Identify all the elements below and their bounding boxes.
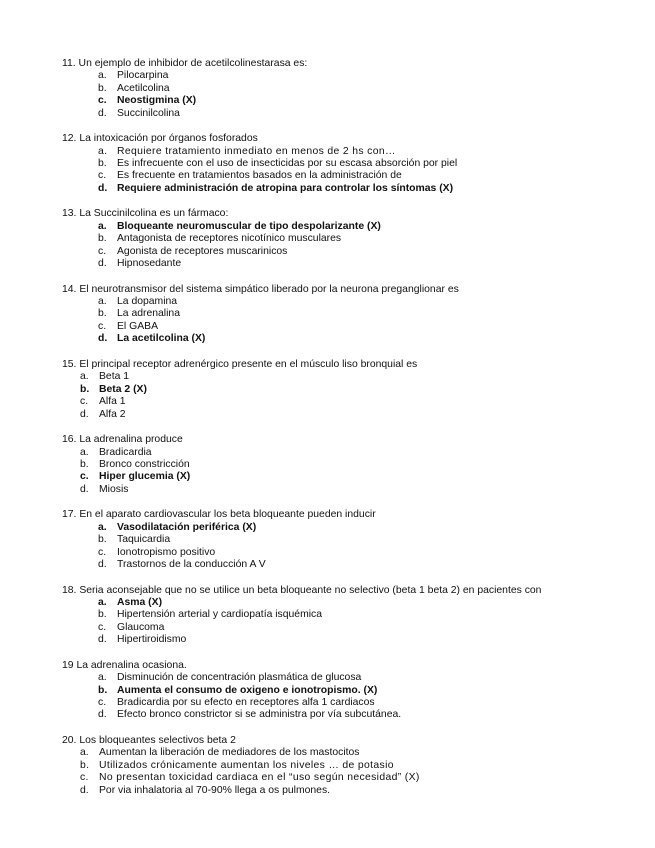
option-letter: c. — [98, 170, 107, 182]
option-letter: d. — [98, 558, 107, 570]
option-letter: b. — [98, 233, 107, 245]
option-letter: c. — [80, 396, 89, 408]
question-11 — [0, 58, 655, 120]
option-letter: b. — [80, 458, 89, 470]
option-letter: a. — [80, 747, 89, 759]
option-text: Bradicardia — [99, 446, 152, 458]
answer-option — [0, 785, 655, 797]
answer-option-correct — [0, 221, 655, 233]
question-stem: 13. La Succinilcolina es un fármaco: — [62, 208, 229, 220]
option-letter: d. — [98, 709, 107, 721]
option-text: Hipertiroidismo — [117, 634, 187, 646]
answer-option — [0, 559, 655, 571]
answer-option — [0, 547, 655, 559]
option-text: Vasodilatación periférica (X) — [117, 521, 257, 533]
option-text: La dopamina — [117, 296, 178, 308]
option-text: Asma (X) — [117, 596, 163, 608]
option-text: Alfa 2 — [99, 408, 126, 420]
option-letter: c. — [80, 772, 89, 784]
option-text: Requiere tratamiento inmediato en menos de 2 hs con… — [117, 145, 396, 157]
answer-option — [0, 634, 655, 646]
answer-option — [0, 622, 655, 634]
option-letter: d. — [80, 483, 89, 495]
option-text: Beta 2 (X) — [99, 383, 147, 395]
option-letter: d. — [98, 634, 107, 646]
answer-option — [0, 760, 655, 772]
option-letter: d. — [98, 258, 107, 270]
exam-page — [0, 58, 655, 810]
option-text: Disminución de concentración plasmática de glucosa — [117, 672, 362, 684]
option-letter: c. — [98, 320, 107, 332]
option-text: Antagonista de receptores nicotínico musculares — [117, 233, 342, 245]
option-letter: a. — [80, 371, 89, 383]
option-text: Agonista de receptores muscarinicos — [117, 245, 288, 257]
question-16 — [0, 434, 655, 496]
option-text: Succinilcolina — [117, 107, 180, 119]
option-text: Neostigmina (X) — [117, 95, 197, 107]
option-text: Es frecuente en tratamientos basados en la administración de — [117, 170, 402, 182]
option-letter: a. — [98, 70, 107, 82]
answer-option — [0, 459, 655, 471]
answer-option — [0, 146, 655, 158]
answer-option-correct — [0, 384, 655, 396]
option-text: La acetilcolina (X) — [117, 333, 206, 345]
answer-option — [0, 396, 655, 408]
option-text: Glaucoma — [117, 621, 165, 633]
option-text: El GABA — [117, 320, 158, 332]
question-stem: 14. El neurotransmisor del sistema simpático liberado por la neurona preganglionar es — [62, 283, 459, 295]
answer-option-correct — [0, 183, 655, 195]
answer-option — [0, 108, 655, 120]
option-letter: b. — [98, 82, 107, 94]
answer-option — [0, 321, 655, 333]
option-letter: d. — [80, 784, 89, 796]
question-12 — [0, 133, 655, 195]
answer-option — [0, 158, 655, 170]
answer-option-correct — [0, 685, 655, 697]
option-text: Bronco constricción — [99, 458, 190, 470]
option-letter: c. — [98, 621, 107, 633]
option-text: Bloqueante neuromuscular de tipo despolarizante (X) — [117, 220, 381, 232]
question-13 — [0, 208, 655, 270]
option-letter: c. — [98, 245, 107, 257]
answer-option — [0, 447, 655, 459]
question-stem: 17. En el aparato cardiovascular los beta bloqueante pueden inducir — [62, 509, 376, 521]
answer-option — [0, 233, 655, 245]
answer-option — [0, 409, 655, 421]
option-letter: a. — [98, 296, 107, 308]
option-letter: b. — [98, 684, 108, 696]
option-letter: c. — [98, 696, 107, 708]
answer-option-correct — [0, 95, 655, 107]
question-14 — [0, 284, 655, 346]
option-letter: a. — [98, 596, 107, 608]
option-text: Pilocarpina — [117, 70, 169, 82]
question-18 — [0, 585, 655, 647]
answer-option — [0, 747, 655, 759]
question-stem: 15. El principal receptor adrenérgico presente en el músculo liso bronquial es — [62, 358, 418, 370]
option-text: La adrenalina — [117, 308, 180, 320]
option-text: Aumenta el consumo de oxigeno e ionotropismo. (X) — [117, 684, 378, 696]
option-text: Hipnosedante — [117, 258, 182, 270]
option-text: Beta 1 — [99, 371, 130, 383]
option-text: No presentan toxicidad cardiaca en el “uso según necesidad” (X) — [99, 772, 420, 784]
answer-option — [0, 296, 655, 308]
option-text: Hipertensión arterial y cardiopatía isquémica — [117, 609, 323, 621]
option-text: Es infrecuente con el uso de insecticidas por su escasa absorción por piel — [117, 158, 458, 170]
option-text: Taquicardia — [117, 534, 171, 546]
option-letter: a. — [80, 446, 89, 458]
question-15 — [0, 359, 655, 421]
question-stem: 20. Los bloqueantes selectivos beta 2 — [62, 734, 236, 746]
question-20 — [0, 735, 655, 797]
option-text: Efecto bronco constrictor si se administra por vía subcutánea. — [117, 709, 402, 721]
question-stem: 18. Seria aconsejable que no se utilice un beta bloqueante no selectivo (beta 1 beta 2) en pacientes con — [62, 584, 542, 596]
answer-option — [0, 246, 655, 258]
answer-option — [0, 697, 655, 709]
question-stem: 19 La adrenalina ocasiona. — [62, 659, 187, 671]
answer-option — [0, 534, 655, 546]
option-text: Aumentan la liberación de mediadores de los mastocitos — [99, 747, 360, 759]
question-19 — [0, 660, 655, 722]
answer-option-correct — [0, 522, 655, 534]
option-text: Alfa 1 — [99, 396, 126, 408]
option-letter: d. — [98, 333, 108, 345]
question-17 — [0, 509, 655, 571]
answer-option-correct — [0, 471, 655, 483]
answer-option — [0, 170, 655, 182]
option-letter: b. — [80, 759, 90, 771]
option-letter: b. — [98, 609, 107, 621]
option-letter: c. — [80, 471, 89, 483]
option-letter: a. — [98, 145, 108, 157]
option-text: Hiper glucemia (X) — [99, 471, 191, 483]
question-stem: 16. La adrenalina produce — [62, 434, 183, 446]
option-text: Por via inhalatoria al 70-90% llega a os pulmones. — [99, 784, 331, 796]
answer-option — [0, 70, 655, 82]
question-stem: 12. La intoxicación por órganos fosforados — [62, 133, 258, 145]
answer-option-correct — [0, 597, 655, 609]
option-letter: a. — [98, 521, 107, 533]
option-letter: c. — [98, 546, 107, 558]
option-letter: b. — [98, 534, 107, 546]
option-text: Utilizados crónicamente aumentan los niveles … de potasio — [99, 759, 394, 771]
option-letter: d. — [80, 408, 89, 420]
answer-option — [0, 772, 655, 784]
question-stem: 11. Un ejemplo de inhibidor de acetilcolinestarasa es: — [62, 58, 308, 69]
answer-option — [0, 371, 655, 383]
answer-option — [0, 83, 655, 95]
option-letter: a. — [98, 220, 107, 232]
answer-option — [0, 672, 655, 684]
option-letter: a. — [98, 672, 107, 684]
option-letter: b. — [98, 158, 107, 170]
option-letter: b. — [98, 308, 107, 320]
option-text: Requiere administración de atropina para controlar los síntomas (X) — [117, 182, 454, 194]
option-letter: d. — [98, 182, 108, 194]
answer-option — [0, 484, 655, 496]
option-text: Ionotropismo positivo — [117, 546, 216, 558]
option-letter: c. — [98, 95, 107, 107]
option-text: Trastornos de la conducción A V — [117, 558, 266, 570]
answer-option — [0, 709, 655, 721]
option-text: Acetilcolina — [117, 82, 170, 94]
answer-option — [0, 308, 655, 320]
option-letter: b. — [80, 383, 90, 395]
option-letter: d. — [98, 107, 107, 119]
answer-option — [0, 609, 655, 621]
option-text: Bradicardia por su efecto en receptores alfa 1 cardiacos — [117, 696, 375, 708]
answer-option-correct — [0, 333, 655, 345]
answer-option — [0, 258, 655, 270]
option-text: Miosis — [99, 483, 129, 495]
